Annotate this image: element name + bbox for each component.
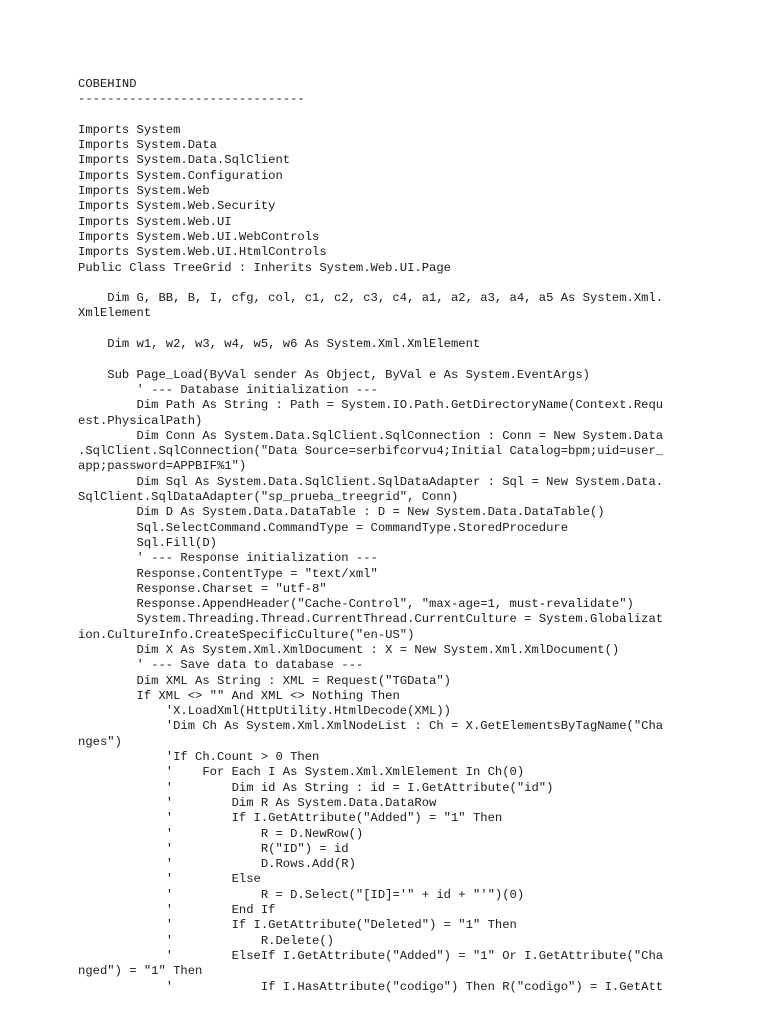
code-line: app;password=APPBIF%1"): [78, 459, 247, 474]
code-line: ' For Each I As System.Xml.XmlElement In Ch(0): [78, 765, 525, 780]
code-line: est.PhysicalPath): [78, 413, 203, 428]
code-line: Imports System.Configuration: [78, 168, 283, 183]
code-line: Sql.Fill(D): [78, 535, 217, 550]
code-line: If XML <> "" And XML <> Nothing Then: [78, 688, 400, 703]
code-line: Response.Charset = "utf-8": [78, 581, 327, 596]
code-line: ' If I.GetAttribute("Deleted") = "1" Then: [78, 918, 517, 933]
code-line: SqlClient.SqlDataAdapter("sp_prueba_treegrid", Conn): [78, 490, 459, 505]
code-line: [78, 322, 663, 337]
code-line: ' ElseIf I.GetAttribute("Added") = "1" Or I.GetAttribute("Cha: [78, 948, 664, 963]
code-line: .SqlClient.SqlConnection("Data Source=serbifcorvu4;Initial Catalog=bpm;uid=user_: [78, 444, 664, 459]
code-line: ' End If: [78, 903, 276, 918]
code-line: Sub Page_Load(ByVal sender As Object, ByVal e As System.EventArgs): [78, 367, 590, 382]
code-line: ' --- Save data to database ---: [78, 658, 364, 673]
code-line: Sql.SelectCommand.CommandType = CommandType.StoredProcedure: [78, 520, 569, 535]
code-line: Dim X As System.Xml.XmlDocument : X = New System.Xml.XmlDocument(): [78, 642, 620, 657]
code-line: Imports System: [78, 122, 181, 137]
code-line: ' R = D.Select("[ID]='" + id + "'")(0): [78, 887, 525, 902]
code-line: Response.ContentType = "text/xml": [78, 566, 378, 581]
code-line: Dim w1, w2, w3, w4, w5, w6 As System.Xml.XmlElement: [78, 337, 481, 352]
code-line: 'Dim Ch As System.Xml.XmlNodeList : Ch = X.GetElementsByTagName("Cha: [78, 719, 664, 734]
code-line: nged") = "1" Then: [78, 964, 203, 979]
code-line: Imports System.Web.Security: [78, 199, 276, 214]
code-line: ' R("ID") = id: [78, 841, 349, 856]
code-line: ' If I.GetAttribute("Added") = "1" Then: [78, 811, 503, 826]
code-line: -------------------------------: [78, 92, 305, 107]
code-line: [78, 276, 663, 291]
code-line: Imports System.Web.UI: [78, 214, 232, 229]
code-line: Dim Path As String : Path = System.IO.Path.GetDirectoryName(Context.Requ: [78, 398, 664, 413]
code-line: Dim XML As String : XML = Request("TGData"): [78, 673, 451, 688]
code-line: ' Else: [78, 872, 261, 887]
code-line: 'X.LoadXml(HttpUtility.HtmlDecode(XML)): [78, 704, 451, 719]
code-line: Imports System.Data: [78, 138, 217, 153]
code-line: ' If I.HasAttribute("codigo") Then R("codigo") = I.GetAtt: [78, 979, 664, 994]
code-line: Dim Conn As System.Data.SqlClient.SqlConnection : Conn = New System.Data: [78, 428, 664, 443]
code-line: Public Class TreeGrid : Inherits System.Web.UI.Page: [78, 260, 451, 275]
code-line: ' --- Database initialization ---: [78, 382, 378, 397]
code-line: Dim D As System.Data.DataTable : D = New System.Data.DataTable(): [78, 505, 605, 520]
code-line: ' Dim id As String : id = I.GetAttribute("id"): [78, 780, 554, 795]
code-line: 'If Ch.Count > 0 Then: [78, 750, 320, 765]
code-line: COBEHIND: [78, 77, 137, 91]
code-line: XmlElement: [78, 306, 152, 321]
code-line: ' D.Rows.Add(R): [78, 857, 356, 872]
code-line: Imports System.Web.UI.WebControls: [78, 229, 320, 244]
code-line: Imports System.Web.UI.HtmlControls: [78, 245, 327, 260]
code-line: Imports System.Data.SqlClient: [78, 153, 291, 168]
code-line: Response.AppendHeader("Cache-Control", "max-age=1, must-revalidate"): [78, 597, 634, 612]
code-line: Dim G, BB, B, I, cfg, col, c1, c2, c3, c4, a1, a2, a3, a4, a5 As System.Xml.: [78, 291, 664, 306]
code-line: Imports System.Web: [78, 184, 210, 199]
code-line: nges"): [78, 734, 122, 749]
code-line: ion.CultureInfo.CreateSpecificCulture("en-US"): [78, 627, 415, 642]
code-line: ' Dim R As System.Data.DataRow: [78, 795, 437, 810]
code-line: ' --- Response initialization ---: [78, 551, 378, 566]
code-line: Dim Sql As System.Data.SqlClient.SqlDataAdapter : Sql = New System.Data.: [78, 474, 664, 489]
code-line: [78, 352, 663, 367]
code-line: ' R = D.NewRow(): [78, 826, 364, 841]
code-listing: [78, 77, 663, 995]
code-line: ' R.Delete(): [78, 933, 334, 948]
code-line: System.Threading.Thread.CurrentThread.CurrentCulture = System.Globalizat: [78, 612, 664, 627]
code-line: [78, 108, 663, 123]
